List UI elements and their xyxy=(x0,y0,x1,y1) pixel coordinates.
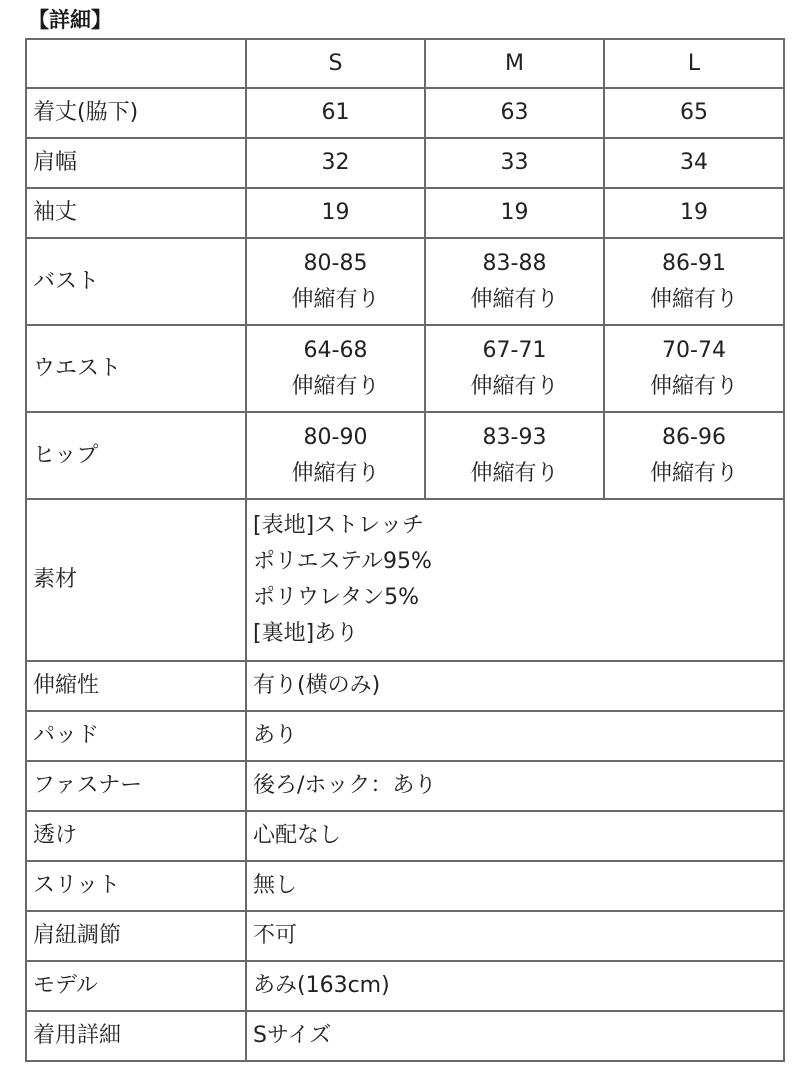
value-cell-s xyxy=(246,238,425,325)
detail-row-pad xyxy=(26,711,784,761)
size-header-row xyxy=(26,39,784,88)
stretch-note: 伸縮有り xyxy=(649,373,738,399)
row-label: ヒップ xyxy=(26,412,246,499)
stretch-note: 伸縮有り xyxy=(291,373,380,399)
measurement-row-length xyxy=(26,88,784,138)
detail-value: 心配なし xyxy=(246,811,784,861)
row-label: モデル xyxy=(26,961,246,1011)
value-line: 67-71 xyxy=(482,337,547,363)
value-cell-m xyxy=(425,188,604,238)
value-cell-s xyxy=(246,325,425,412)
row-label: 透け xyxy=(26,811,246,861)
value-line: 61 xyxy=(321,100,350,125)
value-cell-m xyxy=(425,412,604,499)
value-line: 80-90 xyxy=(303,424,368,450)
detail-row-strap xyxy=(26,911,784,961)
material-row xyxy=(26,499,784,661)
row-label: 素材 xyxy=(26,499,246,661)
value-line: 63 xyxy=(500,100,529,125)
stretch-note: 伸縮有り xyxy=(649,460,738,486)
header-blank-cell xyxy=(26,39,246,88)
measurement-row-sleeve xyxy=(26,188,784,238)
row-label: 伸縮性 xyxy=(26,661,246,711)
size-header-l: L xyxy=(604,39,784,88)
section-heading: 【詳細】 xyxy=(28,8,112,32)
value-cell-l xyxy=(604,138,784,188)
material-line: ポリエステル95% xyxy=(253,549,432,574)
row-label: ウエスト xyxy=(26,325,246,412)
detail-value: Sサイズ xyxy=(246,1011,784,1061)
detail-value: 不可 xyxy=(246,911,784,961)
measurement-row-hip xyxy=(26,412,784,499)
measurement-row-bust xyxy=(26,238,784,325)
stretch-note: 伸縮有り xyxy=(470,460,559,486)
value-cell-m xyxy=(425,325,604,412)
row-label: パッド xyxy=(26,711,246,761)
value-cell-s xyxy=(246,188,425,238)
row-label: スリット xyxy=(26,861,246,911)
measurement-row-shoulder xyxy=(26,138,784,188)
size-spec-table xyxy=(25,38,785,1062)
row-label: 袖丈 xyxy=(26,188,246,238)
row-label: ファスナー xyxy=(26,761,246,811)
value-cell-l xyxy=(604,188,784,238)
stretch-note: 伸縮有り xyxy=(470,373,559,399)
row-label: 肩幅 xyxy=(26,138,246,188)
size-header-s: S xyxy=(246,39,425,88)
value-line: 33 xyxy=(500,150,529,175)
value-line: 19 xyxy=(500,200,529,225)
detail-row-worn-size xyxy=(26,1011,784,1061)
row-label: 着用詳細 xyxy=(26,1011,246,1061)
value-cell-m xyxy=(425,138,604,188)
detail-value: 無し xyxy=(246,861,784,911)
value-line: 86-96 xyxy=(662,424,726,450)
value-cell-m xyxy=(425,238,604,325)
value-line: 64-68 xyxy=(303,337,368,363)
material-line: [表地]ストレッチ xyxy=(253,513,424,538)
value-line: 86-91 xyxy=(662,250,726,276)
detail-row-zipper xyxy=(26,761,784,811)
detail-value: あり xyxy=(246,711,784,761)
value-line: 83-88 xyxy=(482,250,547,276)
material-line: ポリウレタン5% xyxy=(253,585,420,610)
row-label: 肩紐調節 xyxy=(26,911,246,961)
measurement-row-waist xyxy=(26,325,784,412)
value-cell-l xyxy=(604,88,784,138)
value-cell-l xyxy=(604,325,784,412)
value-cell-l xyxy=(604,412,784,499)
row-label: 着丈(脇下) xyxy=(26,88,246,138)
detail-row-stretch xyxy=(26,661,784,711)
stretch-note: 伸縮有り xyxy=(291,286,380,312)
value-cell-l xyxy=(604,238,784,325)
stretch-note: 伸縮有り xyxy=(291,460,380,486)
value-cell-m xyxy=(425,88,604,138)
stretch-note: 伸縮有り xyxy=(470,286,559,312)
detail-row-model xyxy=(26,961,784,1011)
detail-value: 後ろ/ホック：あり xyxy=(246,761,784,811)
detail-value: あみ(163cm) xyxy=(246,961,784,1011)
value-line: 32 xyxy=(321,150,350,175)
value-line: 65 xyxy=(680,100,708,125)
material-value-cell xyxy=(246,499,784,661)
stretch-note: 伸縮有り xyxy=(649,286,738,312)
material-line: [裏地]あり xyxy=(253,621,359,646)
value-cell-s xyxy=(246,138,425,188)
detail-value: 有り(横のみ) xyxy=(246,661,784,711)
value-line: 80-85 xyxy=(303,250,368,276)
value-line: 34 xyxy=(680,150,708,175)
value-line: 70-74 xyxy=(662,337,726,363)
row-label: バスト xyxy=(26,238,246,325)
value-cell-s xyxy=(246,412,425,499)
value-line: 19 xyxy=(321,200,350,225)
value-cell-s xyxy=(246,88,425,138)
size-header-m: M xyxy=(425,39,604,88)
detail-row-slit xyxy=(26,861,784,911)
value-line: 19 xyxy=(680,200,708,225)
detail-row-sheer xyxy=(26,811,784,861)
value-line: 83-93 xyxy=(482,424,547,450)
